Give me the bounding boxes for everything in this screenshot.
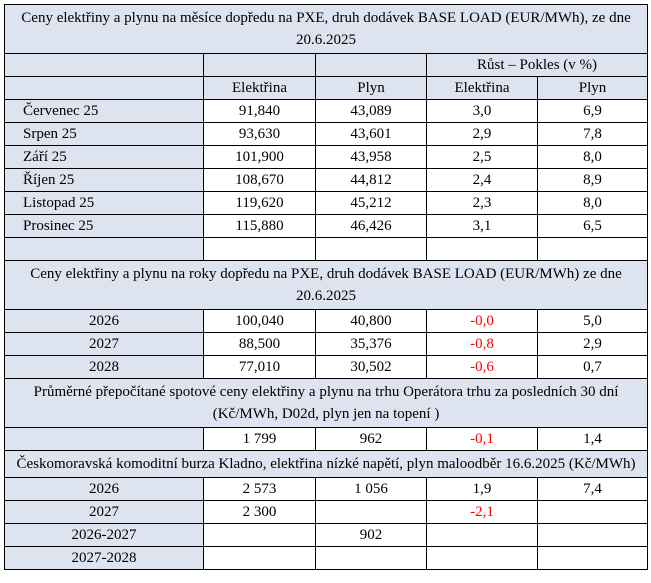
- yearly-title: Ceny elektřiny a plynu na roky dopředu na PXE, druh dodávek BASE LOAD (EUR/MWh) ze dne 20.6.2025: [5, 261, 648, 310]
- spacer-row: [5, 238, 648, 261]
- monthly-title: Ceny elektřiny a plynu na měsíce dopředu na PXE, druh dodávek BASE LOAD (EUR/MWh), ze dne 20.6.2025: [5, 5, 648, 54]
- kladno-title-row: [5, 451, 648, 478]
- electricity-change: 2,9: [427, 123, 538, 146]
- gas-change: 7,4: [538, 478, 648, 501]
- row-label: 2026: [5, 310, 204, 333]
- table-row: [5, 333, 648, 356]
- gas-price: [316, 501, 427, 524]
- empty-cell: [538, 238, 648, 261]
- row-label: 2026-2027: [5, 524, 204, 547]
- col-header-electricity: Elektřina: [204, 77, 316, 100]
- empty-cell: [204, 238, 316, 261]
- gas-change: [538, 547, 648, 570]
- row-label: 2027-2028: [5, 547, 204, 570]
- electricity-price: 91,840: [204, 100, 316, 123]
- monthly-title-row: [5, 5, 648, 54]
- table-row: [5, 428, 648, 451]
- row-label: Červenec 25: [5, 100, 204, 123]
- table-row: [5, 501, 648, 524]
- empty-cell: [427, 238, 538, 261]
- gas-change: 7,8: [538, 123, 648, 146]
- col-header-electricity-pct: Elektřina: [427, 77, 538, 100]
- table-row: [5, 123, 648, 146]
- electricity-change: 2,5: [427, 146, 538, 169]
- row-label: 2026: [5, 478, 204, 501]
- gas-change: 6,9: [538, 100, 648, 123]
- row-label: 2027: [5, 333, 204, 356]
- gas-change: 1,4: [538, 428, 648, 451]
- gas-price: 35,376: [316, 333, 427, 356]
- electricity-change: [427, 547, 538, 570]
- gas-change: [538, 524, 648, 547]
- empty-cell: [316, 238, 427, 261]
- gas-price: 1 056: [316, 478, 427, 501]
- gas-change: 8,0: [538, 146, 648, 169]
- electricity-change: -0,0: [427, 310, 538, 333]
- gas-change: 2,9: [538, 333, 648, 356]
- gas-change: 0,7: [538, 356, 648, 379]
- kladno-title: Českomoravská komoditní burza Kladno, elektřina nízké napětí, plyn maloodběr 16.6.2025 (Kč/MWh): [5, 451, 648, 478]
- col-header-gas: Plyn: [316, 77, 427, 100]
- table-row: [5, 192, 648, 215]
- electricity-price: 2 573: [204, 478, 316, 501]
- energy-prices-table: [4, 4, 648, 570]
- gas-price: 43,089: [316, 100, 427, 123]
- electricity-price: 93,630: [204, 123, 316, 146]
- electricity-change: 3,0: [427, 100, 538, 123]
- col-header-gas-pct: Plyn: [538, 77, 648, 100]
- empty-cell: [5, 54, 204, 77]
- row-label: 2028: [5, 356, 204, 379]
- gas-price: 30,502: [316, 356, 427, 379]
- row-label: 2027: [5, 501, 204, 524]
- gas-price: 44,812: [316, 169, 427, 192]
- row-label: Prosinec 25: [5, 215, 204, 238]
- electricity-change: 2,4: [427, 169, 538, 192]
- table-row: [5, 146, 648, 169]
- empty-cell: [5, 238, 204, 261]
- electricity-price: 88,500: [204, 333, 316, 356]
- table-row: [5, 356, 648, 379]
- electricity-price: 108,670: [204, 169, 316, 192]
- gas-price: 45,212: [316, 192, 427, 215]
- row-label: Srpen 25: [5, 123, 204, 146]
- electricity-change: [427, 524, 538, 547]
- gas-change: [538, 501, 648, 524]
- gas-price: 40,800: [316, 310, 427, 333]
- gas-price: 43,601: [316, 123, 427, 146]
- electricity-change: -0,1: [427, 428, 538, 451]
- electricity-change: 3,1: [427, 215, 538, 238]
- electricity-price: [204, 547, 316, 570]
- electricity-price: 119,620: [204, 192, 316, 215]
- spot-title: Průměrné přepočítané spotové ceny elektřiny a plynu na trhu Operátora trhu za posledních 30 dní (Kč/MWh, D02d, plyn jen na topení ): [5, 379, 648, 428]
- gas-change: 8,0: [538, 192, 648, 215]
- electricity-price: 100,040: [204, 310, 316, 333]
- empty-cell: [5, 77, 204, 100]
- gas-price: [316, 547, 427, 570]
- spot-title-row: [5, 379, 648, 428]
- table-row: [5, 100, 648, 123]
- electricity-price: [204, 524, 316, 547]
- table-row: [5, 310, 648, 333]
- electricity-price: 101,900: [204, 146, 316, 169]
- electricity-change: 1,9: [427, 478, 538, 501]
- gas-change: 8,9: [538, 169, 648, 192]
- row-label: Listopad 25: [5, 192, 204, 215]
- gas-price: 962: [316, 428, 427, 451]
- gas-price: 46,426: [316, 215, 427, 238]
- empty-cell: [5, 428, 204, 451]
- table-row: [5, 215, 648, 238]
- electricity-price: 115,880: [204, 215, 316, 238]
- electricity-change: -0,8: [427, 333, 538, 356]
- row-label: Září 25: [5, 146, 204, 169]
- gas-change: 6,5: [538, 215, 648, 238]
- empty-cell: [316, 54, 427, 77]
- growth-header: Růst – Pokles (v %): [427, 54, 648, 77]
- gas-change: 5,0: [538, 310, 648, 333]
- growth-header-row: [5, 54, 648, 77]
- row-label: Říjen 25: [5, 169, 204, 192]
- column-header-row: [5, 77, 648, 100]
- electricity-change: -0,6: [427, 356, 538, 379]
- electricity-price: 2 300: [204, 501, 316, 524]
- electricity-change: -2,1: [427, 501, 538, 524]
- gas-price: 43,958: [316, 146, 427, 169]
- empty-cell: [204, 54, 316, 77]
- table-row: [5, 524, 648, 547]
- yearly-title-row: [5, 261, 648, 310]
- electricity-change: 2,3: [427, 192, 538, 215]
- gas-price: 902: [316, 524, 427, 547]
- table-row: [5, 478, 648, 501]
- electricity-price: 77,010: [204, 356, 316, 379]
- table-row: [5, 547, 648, 570]
- table-row: [5, 169, 648, 192]
- electricity-price: 1 799: [204, 428, 316, 451]
